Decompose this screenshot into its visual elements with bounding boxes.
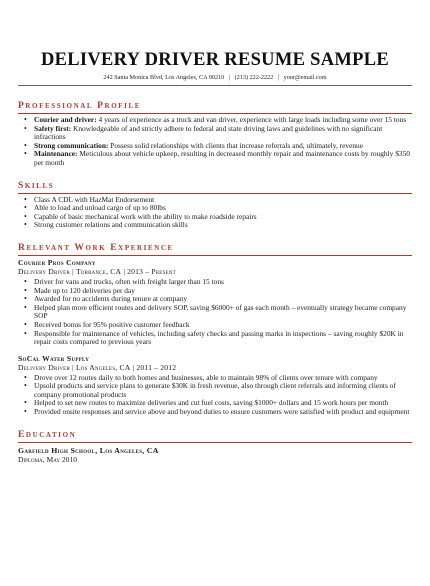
- job-bullet: • Driver for vans and trucks, often with freight larger than 15 tons: [34, 278, 412, 287]
- job-bullets: [18, 374, 412, 417]
- section-title-education: Education: [18, 429, 77, 440]
- section-divider: [18, 113, 412, 114]
- job-role-line: [18, 267, 412, 276]
- job-bullet: • Awarded for no accidents during tenure at company: [34, 295, 412, 304]
- job-bullet: • Upsold products and service plans to generate $30K in fresh revenue, also through client referrals and informing clients of company promotional products: [34, 382, 412, 399]
- contact-separator: |: [277, 74, 280, 81]
- job-bullet: • Responsible for maintenance of vehicles, including safety checks and passing marks in inspections – saving roughly $20K in repair costs compared to previous years: [34, 330, 412, 347]
- job-dates: 2011 – 2012: [136, 362, 177, 372]
- job-role-line: [18, 363, 412, 372]
- job-company: SoCal Water Supply: [18, 353, 90, 363]
- skills-list: [18, 196, 412, 230]
- header-divider: [18, 85, 412, 86]
- job-bullet: • Received bonus for 95% positive customer feedback: [34, 321, 412, 330]
- section-divider: [18, 255, 412, 256]
- contact-phone: (213) 222-2222: [234, 74, 274, 81]
- profile-item-text: 4 years of experience as a truck and van driver, experience with large loads including some over 15 tons: [96, 115, 407, 124]
- experience-section: [18, 243, 412, 417]
- job-entry: [18, 354, 412, 417]
- profile-item-label: Safety first:: [34, 123, 72, 133]
- job-separator: |: [72, 362, 74, 372]
- resume-name: DELIVERY DRIVER RESUME SAMPLE: [40, 50, 390, 70]
- section-divider: [18, 442, 412, 443]
- skill-item: • Able to load and unload cargo of up to 80lbs: [34, 204, 412, 213]
- job-location: Torrance, CA: [75, 266, 122, 276]
- profile-item-label: Courier and driver:: [34, 115, 97, 124]
- job-separator: |: [123, 266, 126, 276]
- profile-list: [18, 116, 412, 168]
- job-bullet: • Drove over 12 routes daily to both homes and businesses, able to maintain 98% of clients over tenure with company: [34, 374, 412, 383]
- profile-item-label: Strong communication:: [34, 140, 109, 150]
- profile-item: [34, 150, 412, 167]
- profile-item-label: Maintenance:: [34, 149, 78, 159]
- profile-item-text: Knowledgeable of and strictly adhere to federal and state driving laws and guidelines with no significant infractions: [34, 123, 383, 142]
- profile-item: [34, 125, 412, 142]
- job-location: Los Angeles, CA: [75, 362, 131, 372]
- job-bullet: • Made up to 120 deliveries per day: [34, 287, 412, 296]
- contact-line: [18, 73, 412, 82]
- contact-email: your@email.com: [283, 74, 327, 81]
- job-entry: [18, 258, 412, 347]
- job-bullet: • Helped to set new routes to maximize deliveries and cut fuel costs, saving $1000+ dollars and 15 work hours per month: [34, 399, 412, 408]
- skill-item: • Strong customer relations and communication skills: [34, 221, 412, 230]
- education-degree: Diploma, May 2010: [18, 455, 78, 465]
- section-title-skills: Skills: [18, 180, 55, 191]
- section-title-profile: Professional Profile: [18, 101, 141, 111]
- section-title-experience: Relevant Work Experience: [18, 242, 174, 253]
- job-bullets: [18, 278, 412, 347]
- job-role: Delivery Driver: [18, 362, 70, 372]
- skills-section: [18, 181, 412, 230]
- job-separator: |: [72, 266, 74, 276]
- education-section: [18, 430, 412, 465]
- job-company: Courier Pros Company: [18, 257, 96, 267]
- contact-address: 242 Santa Monica Blvd, Los Angeles, CA 90210: [103, 74, 225, 81]
- skill-item: • Capable of basic mechanical work with the ability to make roadside repairs: [34, 213, 412, 222]
- profile-section: [18, 101, 412, 168]
- job-dates: 2013 – Present: [127, 266, 176, 276]
- job-role: Delivery Driver: [18, 266, 70, 276]
- contact-separator: |: [228, 74, 231, 81]
- skill-item: • Class A CDL with HazMat Endorsement: [34, 196, 412, 205]
- profile-item-text: Possess solid relationships with clients that increase referrals and, ultimately, revenue: [108, 140, 364, 150]
- education-school: Garfield High School, Los Angeles, CA: [18, 445, 159, 455]
- job-bullet: • Provided onsite responses and service above and beyond duties to ensure customers were satisfied with product and equipment: [34, 408, 412, 417]
- profile-item-text: Meticulous about vehicle upkeep, resulting in decreased monthly repair and maintenance costs by roughly $350 per month: [34, 149, 411, 167]
- job-separator: |: [132, 362, 135, 372]
- job-bullet: • Helped plan more efficient routes and delivery SOP, saving $6000+ of gas each month – eventually strategy became company SOP: [34, 304, 412, 321]
- section-divider: [18, 193, 412, 194]
